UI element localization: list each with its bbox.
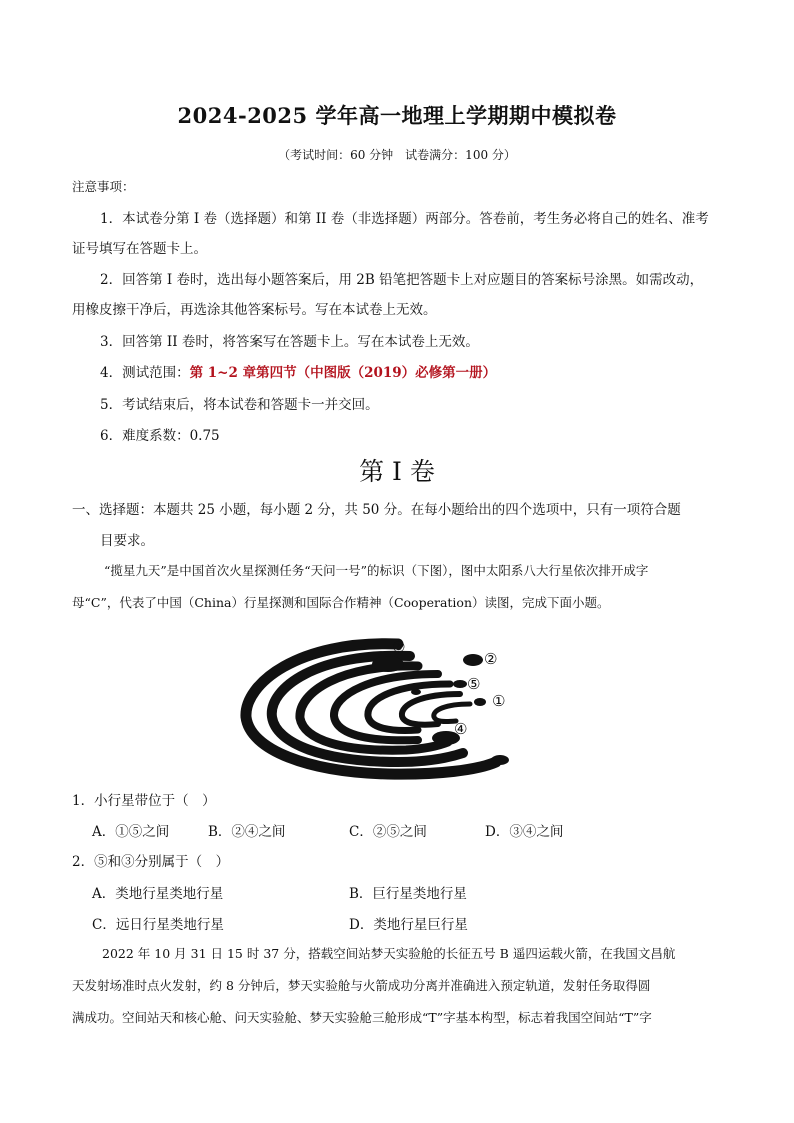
label-1: ① bbox=[492, 692, 506, 710]
question-2-stem: 2．⑤和③分别属于（ ） bbox=[72, 854, 230, 870]
planet-1 bbox=[474, 698, 486, 706]
planet-outer bbox=[491, 755, 509, 765]
question-1-option-b[interactable]: B．②④之间 bbox=[208, 824, 286, 840]
part-1-instructions-line-2: 目要求。 bbox=[100, 533, 154, 549]
exam-info: （考试时间：60 分钟 试卷满分：100 分） bbox=[278, 148, 516, 162]
notice-item-4-prefix: 4．测试范围： bbox=[100, 365, 190, 381]
notice-item-4 bbox=[100, 361, 496, 381]
planet-2 bbox=[463, 654, 483, 666]
question-2-option-d[interactable]: D．类地行星巨行星 bbox=[349, 917, 468, 933]
passage-2-line-3: 满成功。空间站天和核心舱、问天实验舱、梦天实验舱三舱形成“T”字基本构型，标志着我国空间站“T”字 bbox=[72, 1010, 652, 1025]
label-2: ② bbox=[484, 650, 498, 668]
passage-2-line-2: 天发射场准时点火发射，约 8 分钟后，梦天实验舱与火箭成功分离并准确进入预定轨道，发射任务取得圆 bbox=[72, 978, 651, 993]
label-4: ④ bbox=[454, 720, 468, 738]
notice-item-3: 3．回答第 II 卷时，将答案写在答题卡上。写在本试卷上无效。 bbox=[100, 334, 479, 350]
notice-heading: 注意事项： bbox=[72, 179, 135, 194]
notice-item-2-line-2: 用橡皮擦干净后，再选涂其他答案标号。写在本试卷上无效。 bbox=[72, 302, 437, 318]
question-2-option-c[interactable]: C．远日行星类地行星 bbox=[92, 917, 224, 933]
notice-item-1-line-1: 1．本试卷分第 I 卷（选择题）和第 II 卷（非选择题）两部分。答卷前，考生务必将自己的姓名、准考 bbox=[100, 211, 709, 227]
part-1-instructions-line-1: 一、选择题：本题共 25 小题，每小题 2 分，共 50 分。在每小题给出的四个选项中，只有一项符合题 bbox=[72, 502, 681, 518]
passage-1-line-1: “揽星九天”是中国首次火星探测任务“天问一号”的标识（下图），图中太阳系八大行星依次排开成字 bbox=[104, 563, 649, 578]
label-3: ③ bbox=[392, 638, 406, 656]
question-1-option-a[interactable]: A．①⑤之间 bbox=[92, 824, 170, 840]
question-1-option-c[interactable]: C．②⑤之间 bbox=[349, 824, 427, 840]
question-1-stem: 1．小行星带位于（ ） bbox=[72, 793, 216, 809]
question-2-option-b[interactable]: B．巨行星类地行星 bbox=[349, 886, 467, 902]
page-title: 2024-2025 学年高一地理上学期期中模拟卷 bbox=[177, 103, 617, 128]
planet-3 bbox=[372, 656, 404, 672]
passage-1-line-2: 母“C”，代表了中国（China）行星探测和国际合作精神（Cooperation）读图，完成下面小题。 bbox=[72, 595, 610, 610]
tianwen-emblem-figure bbox=[238, 622, 558, 782]
question-1-option-d[interactable]: D．③④之间 bbox=[485, 824, 564, 840]
passage-2-line-1: 2022 年 10 月 31 日 15 时 37 分，搭载空间站梦天实验舱的长征五号 B 遥四运载火箭，在我国文昌航 bbox=[102, 946, 676, 961]
question-2-option-a[interactable]: A．类地行星类地行星 bbox=[92, 886, 224, 902]
notice-item-1-line-2: 证号填写在答题卡上。 bbox=[72, 241, 207, 257]
notice-item-5: 5．考试结束后，将本试卷和答题卡一并交回。 bbox=[100, 397, 379, 413]
notice-item-6: 6．难度系数：0.75 bbox=[100, 428, 220, 444]
planet-small bbox=[411, 689, 421, 695]
planet-5 bbox=[453, 680, 467, 688]
notice-item-2-line-1: 2．回答第 I 卷时，选出每小题答案后，用 2B 铅笔把答题卡上对应题目的答案标号涂黑。如需改动， bbox=[100, 272, 704, 288]
label-5: ⑤ bbox=[467, 675, 481, 693]
section-title: 第 I 卷 bbox=[359, 457, 435, 486]
test-scope: 第 1~2 章第四节（中图版（2019）必修第一册） bbox=[189, 365, 497, 381]
